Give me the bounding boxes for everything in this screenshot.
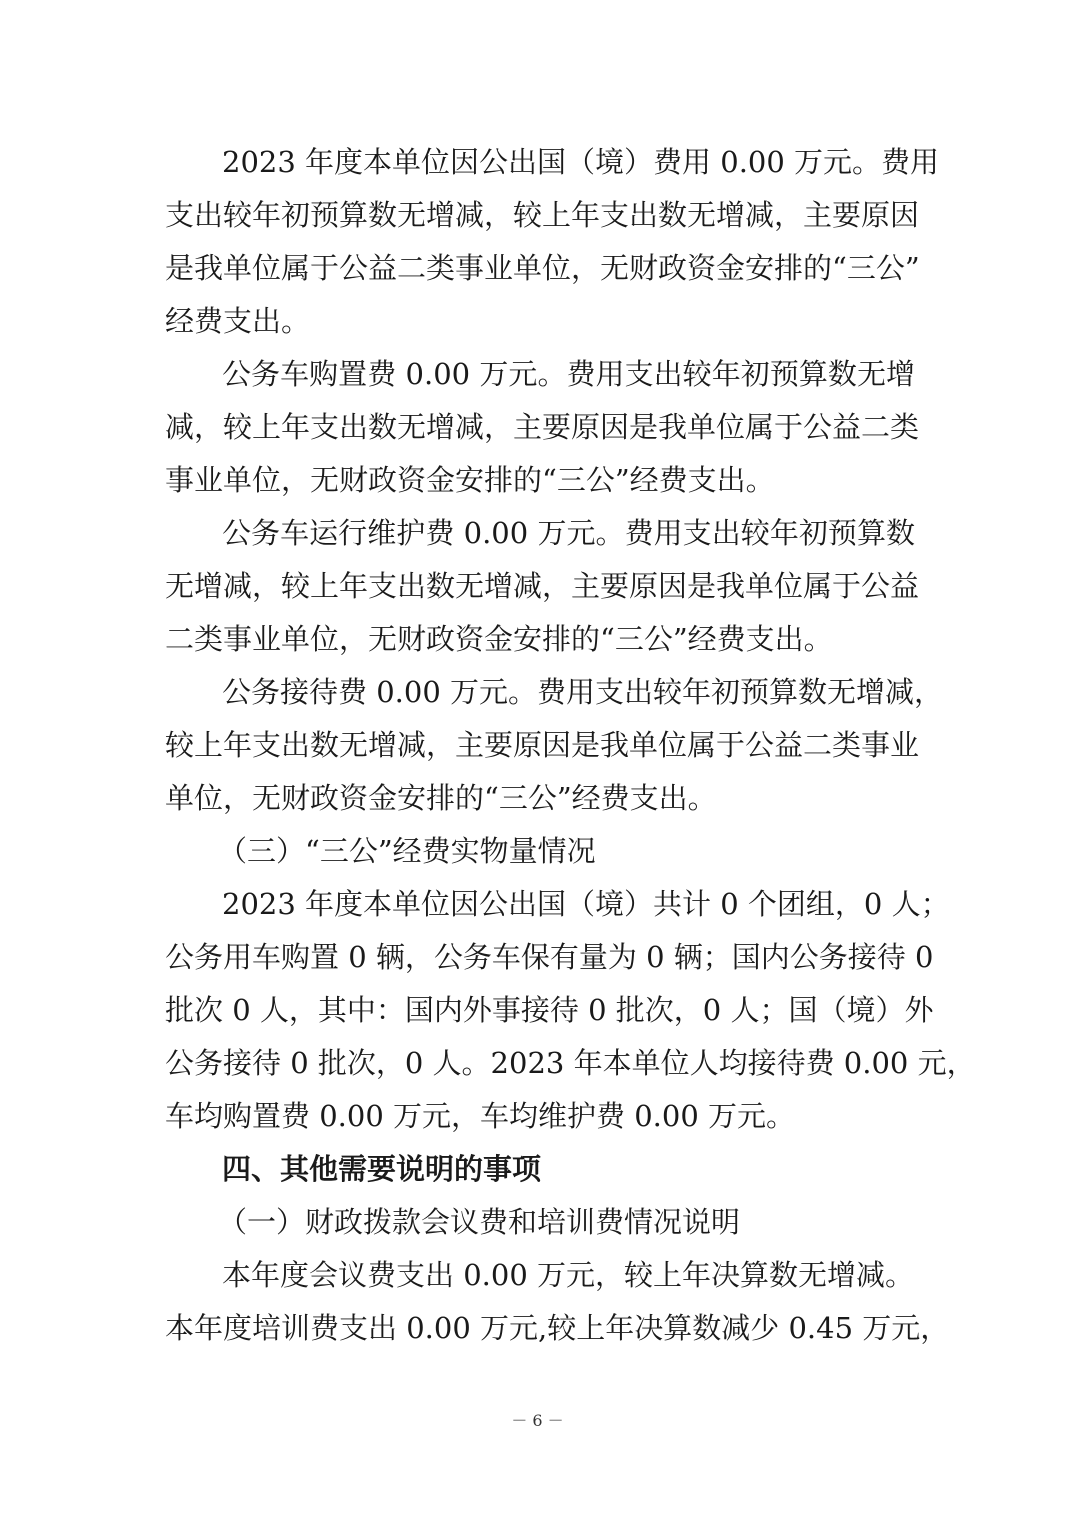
paragraph-line: 二类事业单位，无财政资金安排的“三公”经费支出。	[165, 622, 833, 656]
subheading-physical-quantity: （三）“三公”经费实物量情况	[218, 834, 596, 868]
paragraph-line: 公务车运行维护费 0.00 万元。费用支出较年初预算数	[222, 516, 915, 550]
page-number: － 6 －	[511, 1411, 564, 1430]
paragraph-line: 公务接待费 0.00 万元。费用支出较年初预算数无增减，	[222, 675, 944, 709]
paragraph-line: 本年度培训费支出 0.00 万元,较上年决算数减少 0.45 万元，	[165, 1311, 950, 1345]
paragraph-line: 经费支出。	[165, 304, 311, 338]
subheading-meeting-training-fees: （一）财政拨款会议费和培训费情况说明	[218, 1205, 741, 1239]
paragraph-line: 是我单位属于公益二类事业单位，无财政资金安排的“三公”	[165, 251, 920, 285]
paragraph-line: 事业单位，无财政资金安排的“三公”经费支出。	[165, 463, 775, 497]
paragraph-line: 车均购置费 0.00 万元，车均维护费 0.00 万元。	[165, 1099, 796, 1133]
paragraph-line: 单位，无财政资金安排的“三公”经费支出。	[165, 781, 717, 815]
section-heading-other-matters: 四、其他需要说明的事项	[222, 1152, 542, 1186]
paragraph-line: 公务用车购置 0 辆，公务车保有量为 0 辆；国内公务接待 0	[165, 940, 934, 974]
paragraph-line: 2023 年度本单位因公出国（境）费用 0.00 万元。费用	[222, 145, 940, 179]
paragraph-line: 2023 年度本单位因公出国（境）共计 0 个团组，0 人；	[222, 887, 950, 921]
paragraph-line: 支出较年初预算数无增减，较上年支出数无增减，主要原因	[165, 198, 920, 232]
paragraph-line: 公务车购置费 0.00 万元。费用支出较年初预算数无增	[222, 357, 915, 391]
paragraph-line: 较上年支出数无增减，主要原因是我单位属于公益二类事业	[165, 728, 920, 762]
paragraph-line: 减，较上年支出数无增减，主要原因是我单位属于公益二类	[165, 410, 920, 444]
paragraph-line: 本年度会议费支出 0.00 万元，较上年决算数无增减。	[222, 1258, 915, 1292]
paragraph-line: 公务接待 0 批次，0 人。2023 年本单位人均接待费 0.00 元，	[165, 1046, 976, 1080]
paragraph-line: 批次 0 人，其中：国内外事接待 0 批次，0 人；国（境）外	[165, 993, 934, 1027]
paragraph-line: 无增减，较上年支出数无增减，主要原因是我单位属于公益	[165, 569, 920, 603]
